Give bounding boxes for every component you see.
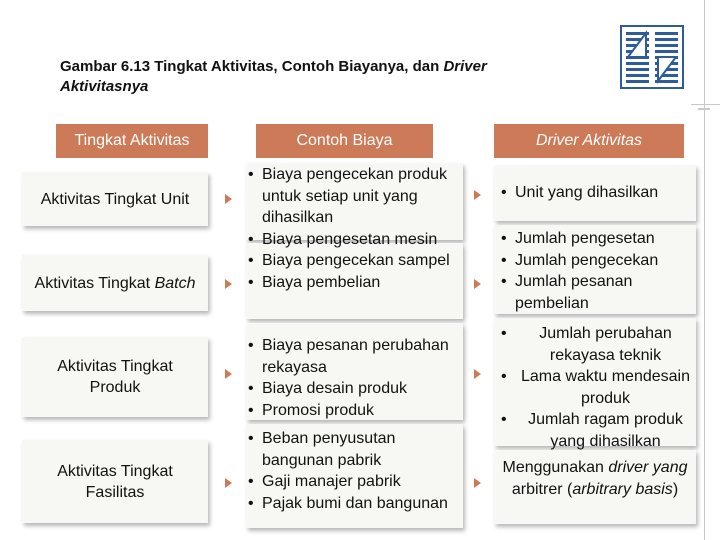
header-drivers: Driver Aktivitas [494, 124, 684, 158]
level-facility: Aktivitas Tingkat Fasilitas [22, 440, 208, 523]
arrow-icon [225, 194, 232, 204]
example-item: • Biaya pengecekan sampel [248, 250, 460, 272]
example-item: • Promosi produk [248, 400, 460, 422]
decorative-line [691, 104, 720, 105]
example-item: • Biaya pesanan perubahan rekayasa [248, 335, 460, 378]
example-item: • Beban penyusutan bangunan pabrik [248, 428, 460, 471]
figure-title: Gambar 6.13 Tingkat Aktivitas, Contoh Biayanya, dan Driver Aktivitasnya [60, 58, 487, 95]
driver-item: • Lama waktu mendesain produk [501, 366, 696, 409]
logo-icon [620, 25, 684, 89]
driver-item: • Jumlah perubahan rekayasa teknik [501, 323, 696, 366]
example-item: • Biaya desain produk [248, 378, 460, 400]
driver-item: • Jumlah ragam produk yang dihasilkan [501, 409, 696, 452]
driver-item: • Jumlah pengecekan [501, 250, 696, 272]
arrow-icon [225, 369, 232, 379]
arrow-icon [474, 279, 481, 289]
driver-item: • Unit yang dihasilkan [501, 182, 696, 204]
example-item: • Gaji manajer pabrik [248, 471, 460, 493]
level-batch: Aktivitas Tingkat Batch [22, 255, 208, 311]
arrow-icon [474, 369, 481, 379]
example-item: • Biaya pembelian [248, 272, 460, 294]
driver-item: • Jumlah pesanan pembelian [501, 271, 696, 314]
example-item: • Biaya pengecekan produk untuk setiap unit yang dihasilkan [248, 164, 460, 229]
driver-list-unit [501, 182, 696, 204]
arrow-icon [474, 478, 481, 488]
header-examples: Contoh Biaya [256, 124, 433, 158]
arrow-icon [225, 279, 232, 289]
arrow-icon [474, 190, 481, 200]
example-list-facility [248, 428, 460, 514]
arrow-icon [225, 478, 232, 488]
decorative-line [698, 108, 710, 110]
example-item: • Biaya pengesetan mesin [248, 229, 460, 251]
example-list-upper [248, 164, 460, 293]
driver-facility: Menggunakan driver yang arbitrer (arbitrary basis) [502, 459, 688, 498]
example-item: • Pajak bumi dan bangunan [248, 493, 460, 515]
level-product: Aktivitas Tingkat Produk [22, 337, 208, 417]
decorative-line [704, 0, 705, 540]
driver-list-batch [501, 228, 696, 314]
level-unit: Aktivitas Tingkat Unit [22, 172, 208, 226]
example-list-product [248, 335, 460, 421]
driver-item: • Jumlah pengesetan [501, 228, 696, 250]
header-levels: Tingkat Aktivitas [56, 124, 208, 158]
driver-list-product [501, 323, 696, 452]
